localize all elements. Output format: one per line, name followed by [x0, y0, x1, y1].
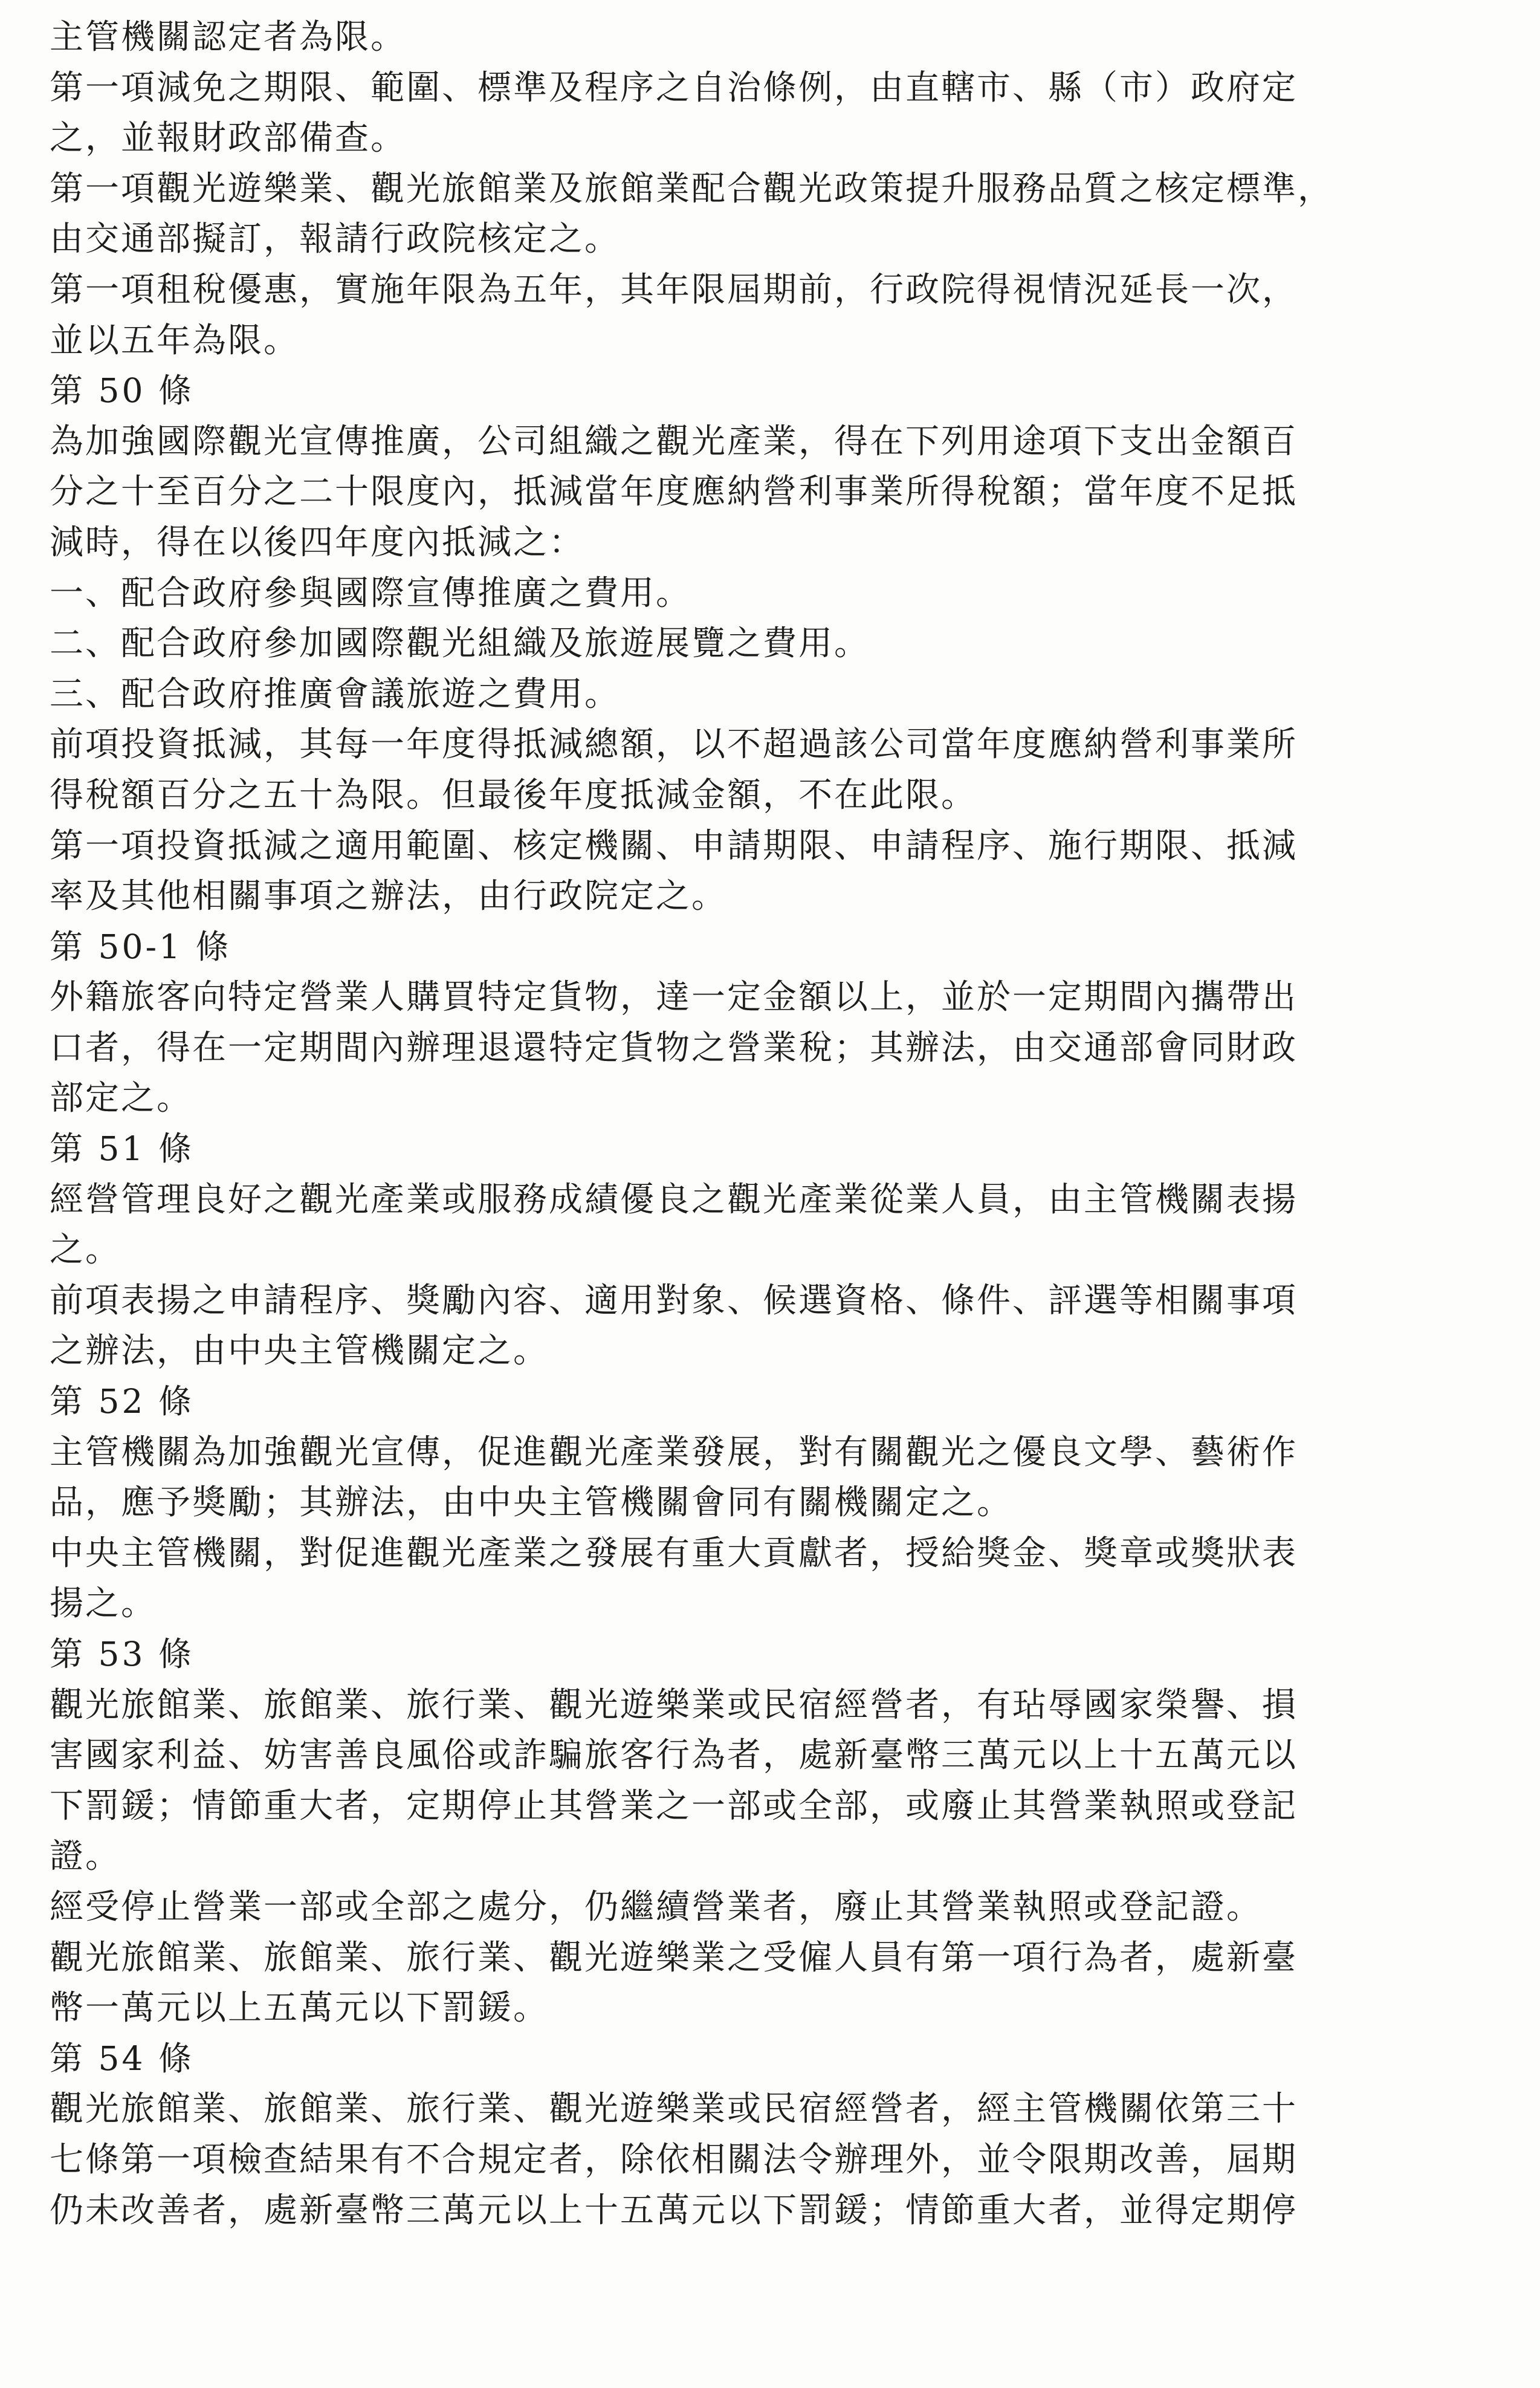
text-line: 之。 — [50, 1230, 121, 1270]
article-heading: 第 53 條 — [50, 1635, 194, 1673]
text-line: 下罰鍰；情節重大者，定期停止其營業之一部或全部，或廢止其營業執照或登記 — [50, 1786, 1298, 1826]
text-line: 第一項觀光遊樂業、觀光旅館業及旅館業配合觀光政策提升服務品質之核定標準， — [50, 169, 1333, 209]
text-line: 二、配合政府參加國際觀光組織及旅遊展覽之費用。 — [50, 624, 870, 664]
text-line: 口者，得在一定期間內辦理退還特定貨物之營業稅；其辦法，由交通部會同財政 — [50, 1028, 1298, 1068]
article-heading: 第 50-1 條 — [50, 927, 231, 966]
text-line: 第一項投資抵減之適用範圍、核定機關、申請期限、申請程序、施行期限、抵減 — [50, 826, 1298, 866]
text-line: 前項表揚之申請程序、獎勵內容、適用對象、候選資格、條件、評選等相關事項 — [50, 1280, 1298, 1320]
text-line: 得稅額百分之五十為限。但最後年度抵減金額，不在此限。 — [50, 775, 977, 815]
text-line: 減時，得在以後四年度內抵減之： — [50, 522, 584, 562]
text-line: 第一項租稅優惠，實施年限為五年，其年限屆期前，行政院得視情況延長一次， — [50, 270, 1298, 310]
text-line: 七條第一項檢查結果有不合規定者，除依相關法令辦理外，並令限期改善，屆期 — [50, 2140, 1298, 2179]
text-line: 為加強國際觀光宣傳推廣，公司組織之觀光產業，得在下列用途項下支出金額百 — [50, 421, 1298, 461]
text-line: 部定之。 — [50, 1079, 192, 1118]
text-line: 觀光旅館業、旅館業、旅行業、觀光遊樂業或民宿經營者，經主管機關依第三十 — [50, 2089, 1298, 2129]
text-line: 品，應予獎勵；其辦法，由中央主管機關會同有關機關定之。 — [50, 1483, 1012, 1523]
text-line: 第一項減免之期限、範圍、標準及程序之自治條例，由直轄市、縣（市）政府定 — [50, 68, 1298, 108]
text-line: 經受停止營業一部或全部之處分，仍繼續營業者，廢止其營業執照或登記證。 — [50, 1887, 1262, 1927]
text-line: 率及其他相關事項之辦法，由行政院定之。 — [50, 877, 727, 917]
text-line: 觀光旅館業、旅館業、旅行業、觀光遊樂業或民宿經營者，有玷辱國家榮譽、損 — [50, 1685, 1298, 1725]
text-line: 之辦法，由中央主管機關定之。 — [50, 1331, 549, 1371]
text-line: 害國家利益、妨害善良風俗或詐騙旅客行為者，處新臺幣三萬元以上十五萬元以 — [50, 1736, 1298, 1776]
article-heading: 第 54 條 — [50, 2039, 194, 2078]
text-line: 分之十至百分之二十限度內，抵減當年度應納營利事業所得稅額；當年度不足抵 — [50, 472, 1298, 512]
text-line: 經營管理良好之觀光產業或服務成績優良之觀光產業從業人員，由主管機關表揚 — [50, 1179, 1298, 1219]
text-line: 證。 — [50, 1837, 121, 1877]
article-heading: 第 52 條 — [50, 1382, 194, 1421]
text-line: 由交通部擬訂，報請行政院核定之。 — [50, 219, 620, 259]
text-line: 之，並報財政部備查。 — [50, 118, 406, 158]
text-line: 主管機關認定者為限。 — [50, 18, 406, 57]
article-heading: 第 51 條 — [50, 1129, 194, 1169]
text-line: 幣一萬元以上五萬元以下罰鍰。 — [50, 1988, 549, 2028]
text-line: 前項投資抵減，其每一年度得抵減總額，以不超過該公司當年度應納營利事業所 — [50, 725, 1298, 765]
article-heading: 第 50 條 — [50, 371, 194, 410]
document-body — [50, 12, 1488, 2236]
text-line: 一、配合政府參與國際宣傳推廣之費用。 — [50, 573, 691, 613]
text-line: 主管機關為加強觀光宣傳，促進觀光產業發展，對有關觀光之優良文學、藝術作 — [50, 1432, 1298, 1472]
text-line: 並以五年為限。 — [50, 320, 299, 360]
text-line: 仍未改善者，處新臺幣三萬元以上十五萬元以下罰鍰；情節重大者，並得定期停 — [50, 2190, 1298, 2230]
text-line: 觀光旅館業、旅館業、旅行業、觀光遊樂業之受僱人員有第一項行為者，處新臺 — [50, 1938, 1298, 1978]
text-line: 外籍旅客向特定營業人購買特定貨物，達一定金額以上，並於一定期間內攜帶出 — [50, 978, 1298, 1017]
text-line: 中央主管機關，對促進觀光產業之發展有重大貢獻者，授給獎金、獎章或獎狀表 — [50, 1533, 1298, 1573]
text-line: 揚之。 — [50, 1584, 157, 1624]
text-line: 三、配合政府推廣會議旅遊之費用。 — [50, 674, 620, 714]
